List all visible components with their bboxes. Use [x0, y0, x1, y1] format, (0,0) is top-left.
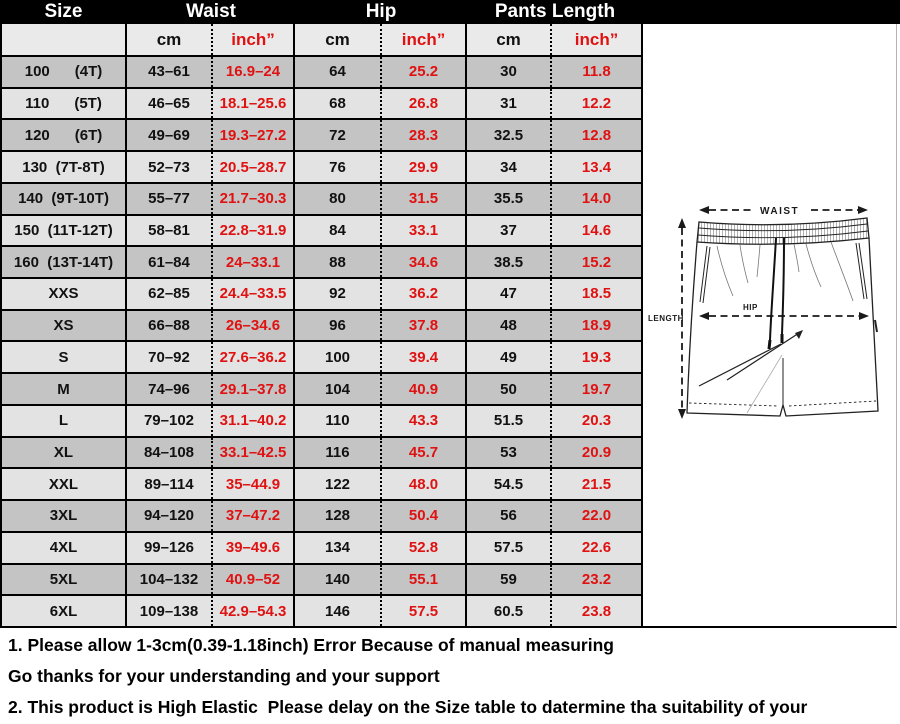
cell-len_in: 23.2	[550, 565, 641, 595]
cell-hip_in: 55.1	[380, 565, 465, 595]
cell-hip_in: 33.1	[380, 216, 465, 246]
cell-len_in: 13.4	[550, 152, 641, 182]
cell-hip_in: 48.0	[380, 469, 465, 499]
cell-size: 120 (6T)	[24, 126, 103, 144]
subheader-empty	[2, 24, 125, 55]
drawstring-pointer-arrow	[699, 330, 803, 386]
table-row	[2, 150, 641, 182]
cell-len_in: 18.5	[550, 279, 641, 309]
cell-hip_in: 57.5	[380, 596, 465, 626]
cell-waist_cm: 84–108	[125, 438, 211, 468]
header-pants-length: Pants Length	[494, 1, 616, 22]
cell-hip_cm: 104	[293, 374, 380, 404]
cell-hip_cm: 116	[293, 438, 380, 468]
cell-len_in: 14.0	[550, 184, 641, 214]
cell-size: 100 (4T)	[24, 63, 103, 81]
table-row	[2, 182, 641, 214]
cell-size: 110 (5T)	[25, 95, 102, 113]
table-row	[2, 214, 641, 246]
diagram-panel	[643, 24, 897, 628]
cell-size: 3XL	[49, 507, 78, 525]
cell-waist_in: 33.1–42.5	[211, 438, 293, 468]
table-row	[2, 531, 641, 563]
cell-hip_cm: 84	[293, 216, 380, 246]
header-hip: Hip	[365, 1, 397, 22]
cell-waist_cm: 70–92	[125, 342, 211, 372]
cell-hip_in: 45.7	[380, 438, 465, 468]
cell-waist_in: 31.1–40.2	[211, 406, 293, 436]
cell-len_in: 21.5	[550, 469, 641, 499]
cell-hip_cm: 100	[293, 342, 380, 372]
cell-waist_cm: 89–114	[125, 469, 211, 499]
cell-len_in: 19.3	[550, 342, 641, 372]
cell-size: XXL	[48, 475, 79, 493]
cell-waist_cm: 109–138	[125, 596, 211, 626]
cell-len_cm: 50	[465, 374, 550, 404]
cell-len_in: 20.9	[550, 438, 641, 468]
table-row	[2, 277, 641, 309]
cell-len_in: 15.2	[550, 247, 641, 277]
cell-waist_cm: 94–120	[125, 501, 211, 531]
cell-size: XS	[53, 317, 74, 335]
waist-measure-arrow	[699, 206, 868, 217]
cell-size: 160 (13T-14T)	[13, 253, 114, 271]
cell-len_cm: 51.5	[465, 406, 550, 436]
cell-hip_in: 29.9	[380, 152, 465, 182]
cell-waist_cm: 49–69	[125, 120, 211, 150]
hip-measure-arrow	[699, 303, 869, 320]
cell-size: 130 (7T-8T)	[22, 158, 105, 176]
cell-len_in: 14.6	[550, 216, 641, 246]
cell-len_in: 23.8	[550, 596, 641, 626]
cell-waist_in: 42.9–54.3	[211, 596, 293, 626]
cell-len_cm: 34	[465, 152, 550, 182]
cell-len_in: 18.9	[550, 311, 641, 341]
cell-len_cm: 38.5	[465, 247, 550, 277]
cell-waist_cm: 55–77	[125, 184, 211, 214]
header-size: Size	[44, 1, 83, 22]
cell-hip_cm: 92	[293, 279, 380, 309]
cell-hip_cm: 128	[293, 501, 380, 531]
cell-size: XXS	[48, 285, 79, 303]
cell-hip_in: 28.3	[380, 120, 465, 150]
cell-len_cm: 53	[465, 438, 550, 468]
cell-len_cm: 54.5	[465, 469, 550, 499]
subheader-waist-cm: cm	[125, 24, 211, 55]
cell-hip_in: 43.3	[380, 406, 465, 436]
cell-len_in: 12.2	[550, 89, 641, 119]
cell-len_in: 11.8	[550, 57, 641, 87]
hip-label: HIP	[743, 303, 758, 312]
cell-len_cm: 31	[465, 89, 550, 119]
cell-hip_in: 26.8	[380, 89, 465, 119]
table-row	[2, 563, 641, 595]
table-row	[2, 309, 641, 341]
cell-waist_in: 18.1–25.6	[211, 89, 293, 119]
subheader-hip-inch: inch”	[380, 24, 465, 55]
cell-hip_cm: 134	[293, 533, 380, 563]
subheader-waist-inch: inch”	[211, 24, 293, 55]
cell-hip_cm: 80	[293, 184, 380, 214]
cell-waist_in: 24–33.1	[211, 247, 293, 277]
length-measure-arrow	[648, 218, 686, 419]
cell-len_cm: 57.5	[465, 533, 550, 563]
cell-size: 6XL	[49, 602, 78, 620]
cell-hip_cm: 110	[293, 406, 380, 436]
cell-waist_cm: 99–126	[125, 533, 211, 563]
cell-len_cm: 30	[465, 57, 550, 87]
cell-waist_in: 22.8–31.9	[211, 216, 293, 246]
subheader-length-cm: cm	[465, 24, 550, 55]
footnotes	[0, 630, 900, 724]
table-row	[2, 594, 641, 626]
cell-waist_cm: 46–65	[125, 89, 211, 119]
cell-hip_in: 52.8	[380, 533, 465, 563]
cell-len_cm: 37	[465, 216, 550, 246]
drawstring	[769, 238, 784, 349]
cell-hip_cm: 72	[293, 120, 380, 150]
cell-len_cm: 59	[465, 565, 550, 595]
cell-waist_in: 26–34.6	[211, 311, 293, 341]
cell-hip_in: 37.8	[380, 311, 465, 341]
unit-subheader-row	[2, 24, 641, 55]
subheader-hip-cm: cm	[293, 24, 380, 55]
cell-waist_in: 21.7–30.3	[211, 184, 293, 214]
cell-size: M	[57, 380, 70, 398]
cell-len_cm: 56	[465, 501, 550, 531]
cell-waist_in: 29.1–37.8	[211, 374, 293, 404]
header-waist: Waist	[186, 1, 236, 22]
cell-len_cm: 49	[465, 342, 550, 372]
cell-waist_in: 16.9–24	[211, 57, 293, 87]
table-row	[2, 436, 641, 468]
cell-len_in: 22.6	[550, 533, 641, 563]
table-row	[2, 404, 641, 436]
cell-waist_cm: 62–85	[125, 279, 211, 309]
table-row	[2, 467, 641, 499]
cell-waist_cm: 66–88	[125, 311, 211, 341]
cell-size: 150 (11T-12T)	[14, 221, 113, 239]
cell-size: 4XL	[49, 539, 78, 557]
cell-size: XL	[53, 443, 74, 461]
cell-waist_cm: 79–102	[125, 406, 211, 436]
cell-len_in: 19.7	[550, 374, 641, 404]
cell-len_cm: 48	[465, 311, 550, 341]
cell-len_cm: 32.5	[465, 120, 550, 150]
cell-len_in: 22.0	[550, 501, 641, 531]
table-row	[2, 372, 641, 404]
table-row	[2, 55, 641, 87]
cell-len_cm: 35.5	[465, 184, 550, 214]
cell-waist_in: 24.4–33.5	[211, 279, 293, 309]
cell-len_cm: 47	[465, 279, 550, 309]
cell-hip_in: 31.5	[380, 184, 465, 214]
cell-waist_cm: 52–73	[125, 152, 211, 182]
cell-hip_cm: 146	[293, 596, 380, 626]
cell-size: L	[58, 412, 69, 430]
table-row	[2, 340, 641, 372]
cell-len_in: 20.3	[550, 406, 641, 436]
cell-len_cm: 60.5	[465, 596, 550, 626]
cell-hip_cm: 140	[293, 565, 380, 595]
cell-waist_in: 37–47.2	[211, 501, 293, 531]
cell-size: S	[58, 348, 69, 366]
cell-waist_cm: 104–132	[125, 565, 211, 595]
cell-hip_cm: 68	[293, 89, 380, 119]
cell-hip_cm: 64	[293, 57, 380, 87]
table-row	[2, 499, 641, 531]
cell-waist_cm: 43–61	[125, 57, 211, 87]
cell-hip_in: 36.2	[380, 279, 465, 309]
cell-waist_in: 19.3–27.2	[211, 120, 293, 150]
cell-hip_in: 34.6	[380, 247, 465, 277]
cell-waist_in: 27.6–36.2	[211, 342, 293, 372]
shorts-diagram	[643, 24, 896, 626]
cell-waist_in: 39–49.6	[211, 533, 293, 563]
cell-hip_cm: 96	[293, 311, 380, 341]
cell-size: 140 (9T-10T)	[18, 190, 109, 208]
cell-waist_cm: 74–96	[125, 374, 211, 404]
cell-hip_cm: 122	[293, 469, 380, 499]
cell-waist_in: 20.5–28.7	[211, 152, 293, 182]
table-header-bar	[0, 0, 900, 24]
note-3: 2. This product is High Elastic Please delay on the Size table to datermine tha suitability of your	[8, 697, 808, 717]
size-table	[0, 24, 643, 628]
cell-hip_in: 25.2	[380, 57, 465, 87]
cell-hip_in: 50.4	[380, 501, 465, 531]
cell-size: 5XL	[49, 570, 78, 588]
subheader-length-inch: inch”	[550, 24, 641, 55]
cell-waist_cm: 58–81	[125, 216, 211, 246]
cell-len_in: 12.8	[550, 120, 641, 150]
cell-waist_cm: 61–84	[125, 247, 211, 277]
cell-hip_cm: 76	[293, 152, 380, 182]
table-row	[2, 245, 641, 277]
cell-hip_cm: 88	[293, 247, 380, 277]
note-2: Go thanks for your understanding and your support	[8, 666, 440, 686]
cell-waist_in: 40.9–52	[211, 565, 293, 595]
cell-waist_in: 35–44.9	[211, 469, 293, 499]
table-row	[2, 118, 641, 150]
cell-hip_in: 40.9	[380, 374, 465, 404]
cell-hip_in: 39.4	[380, 342, 465, 372]
waist-label: WAIST	[760, 206, 800, 217]
length-label: LENGTH	[648, 314, 684, 323]
note-1: 1. Please allow 1-3cm(0.39-1.18inch) Error Because of manual measuring	[8, 635, 614, 655]
table-row	[2, 87, 641, 119]
